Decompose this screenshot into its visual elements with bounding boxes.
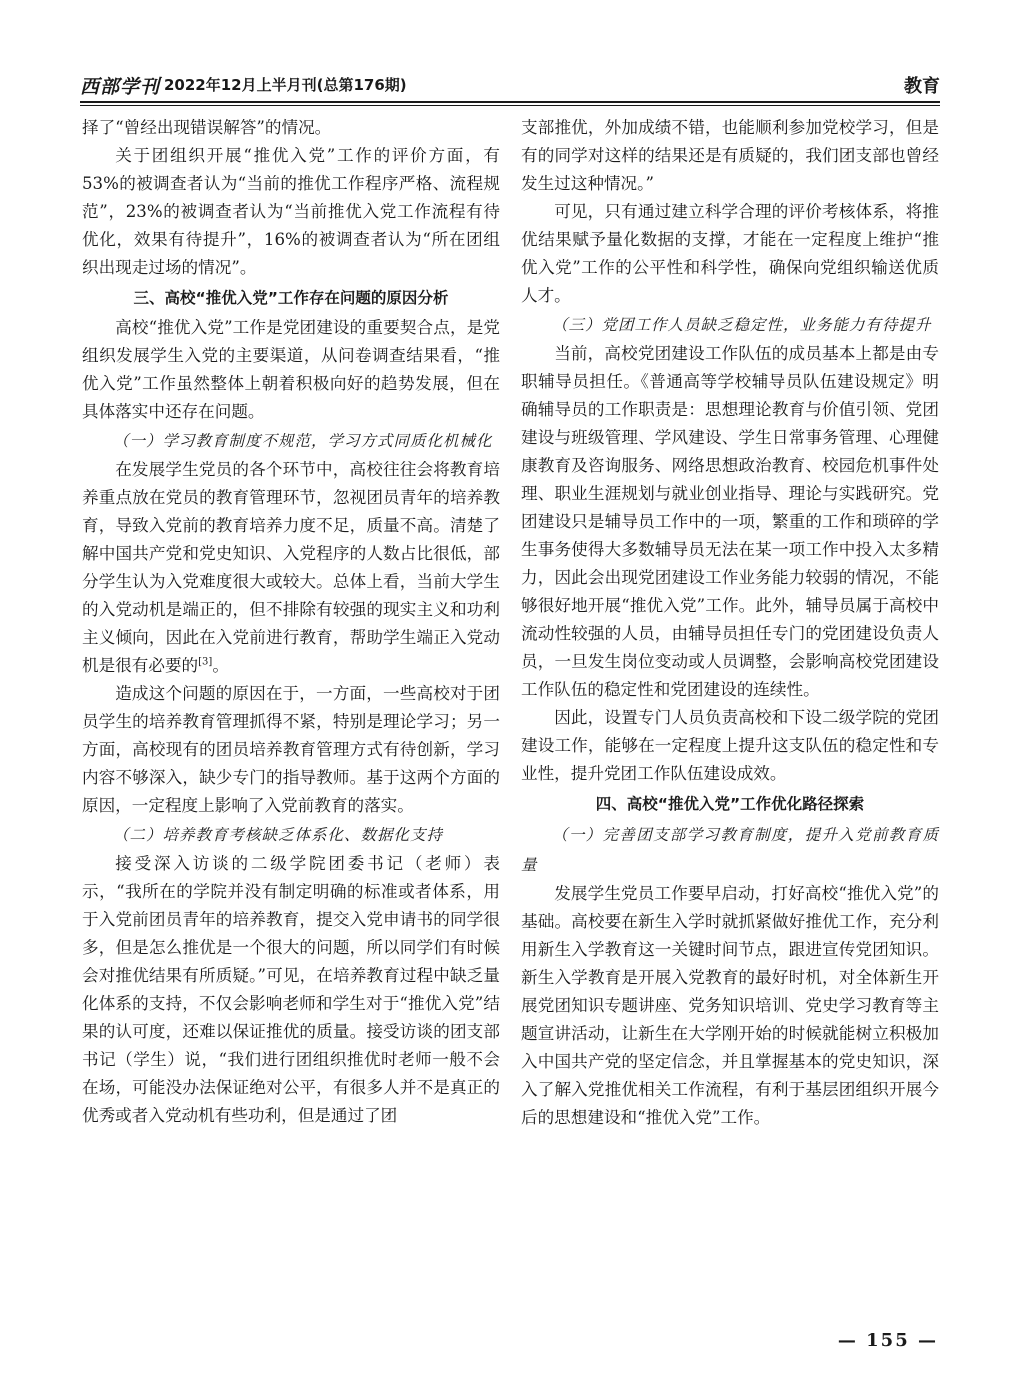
paragraph: 当前，高校党团建设工作队伍的成员基本上都是由专职辅导员担任。《普通高等学校辅导员队伍建设规定》明确辅导员的工作职责是：思想理论教育与价值引领、党团建设与班级管理、学风建设、学生日常事务管理、心理健康教育及咨询服务、网络思想政治教育、校园危机事件处理、职业生涯规划与就业创业指导、理论与实践研究。党团建设只是辅导员工作中的一项，繁重的工作和琐碎的学生事务使得大多数辅导员无法在某一项工作中投入太多精力，因此会出现党团建设工作业务能力较弱的情况，不能够很好地开展“推优入党”工作。此外，辅导员属于高校中流动性较强的人员，由辅导员担任专门的党团建设负责人员，一旦发生岗位变动或人员调整，会影响高校党团建设工作队伍的稳定性和党团建设的连续性。 [521,344,939,699]
running-header [80,70,940,100]
header-rule-thick [80,101,940,103]
section-name: 教育 [904,76,940,97]
paragraph-text: 在发展学生党员的各个环节中，高校往往会将教育培养重点放在党员的教育管理环节，忽视团员青年的培养教育，导致入党前的教育培养力度不足，质量不高。清楚了解中国共产党和党史知识、入党程序的人数占比很低，部分学生认为入党难度很大或较大。总体上看，当前大学生的入党动机是端正的，但不排除有较强的现实主义和功利主义倾向，因此在入党前进行教育，帮助学生端正入党动机是很有必要的 [82,460,500,675]
paragraph: 造成这个问题的原因在于，一方面，一些高校对于团员学生的培养教育管理抓得不紧，特别是理论学习；另一方面，高校现有的团员培养教育管理方式有待创新，学习内容不够深入，缺少专门的指导教师。基于这两个方面的原因，一定程度上影响了入党前教育的落实。 [82,684,500,815]
section-heading: 三、高校“推优入党”工作存在问题的原因分析 [133,289,449,307]
subsection-heading: （二）培养教育考核缺乏体系化、数据化支持 [113,826,444,844]
paragraph: 择了“曾经出现错误解答”的情况。 [82,118,332,137]
subsection-heading: （一）完善团支部学习教育制度，提升入党前教育质量 [521,826,939,874]
paragraph: 可见，只有通过建立科学合理的评价考核体系，将推优结果赋予量化数据的支撑，才能在一定程度上维护“推优入党”工作的公平性和科学性，确保向党组织输送优质人才。 [521,202,939,305]
paragraph: 关于团组织开展“推优入党”工作的评价方面，有53%的被调查者认为“当前的推优工作程序严格、流程规范”，23%的被调查者认为“当前推优入党工作流程有待优化，效果有待提升”，16%的被调查者认为“所在团组织出现走过场的情况”。 [82,146,500,277]
right-column [521,114,939,1132]
subsection-heading: （一）学习教育制度不规范，学习方式同质化机械化 [113,432,493,450]
paragraph: 高校“推优入党”工作是党团建设的重要契合点，是党组织发展学生入党的主要渠道，从问卷调查结果看，“推优入党”工作虽然整体上朝着积极向好的趋势发展，但在具体落实中还存在问题。 [82,318,500,421]
paragraph: 发展学生党员工作要早启动，打好高校“推优入党”的基础。高校要在新生入学时就抓紧做好推优工作，充分利用新生入学教育这一关键时间节点，跟进宣传党团知识。新生入学教育是开展入党教育的最好时机，对全体新生开展党团知识专题讲座、党务知识培训、党史学习教育等主题宣讲活动，让新生在大学刚开始的时候就能树立积极加入中国共产党的坚定信念，并且掌握基本的党史知识，深入了解入党推优相关工作流程，有利于基层团组织开展今后的思想建设和“推优入党”工作。 [521,884,939,1127]
journal-name: 西部学刊 [80,76,161,98]
left-column [82,114,500,1130]
issue-info: 2022年12月上半月刊(总第176期) [164,76,407,94]
subsection-heading: （三）党团工作人员缺乏稳定性，业务能力有待提升 [552,316,932,334]
paragraph [82,456,500,680]
paragraph: 因此，设置专门人员负责高校和下设二级学院的党团建设工作，能够在一定程度上提升这支队伍的稳定性和专业性，提升党团工作队伍建设成效。 [521,708,939,783]
header-rule-thin [80,105,940,106]
paragraph-end: 。 [212,656,229,675]
citation-ref: [3] [198,656,213,668]
paragraph: 支部推优，外加成绩不错，也能顺利参加党校学习，但是有的同学对这样的结果还是有质疑的，我们团支部也曾经发生过这种情况。” [521,118,939,193]
page-number: — 155 — [837,1330,938,1351]
paragraph: 接受深入访谈的二级学院团委书记（老师）表示，“我所在的学院并没有制定明确的标准或者体系，用于入党前团员青年的培养教育，提交入党申请书的同学很多，但是怎么推优是一个很大的问题，所以同学们有时候会对推优结果有所质疑。”可见，在培养教育过程中缺乏量化体系的支持，不仅会影响老师和学生对于“推优入党”结果的认可度，还难以保证推优的质量。接受访谈的团支部书记（学生）说，“我们进行团组织推优时老师一般不会在场，可能没办法保证绝对公平，有很多人并不是真正的优秀或者入党动机有些功利，但是通过了团 [82,854,500,1125]
section-heading: 四、高校“推优入党”工作优化路径探索 [595,795,865,813]
